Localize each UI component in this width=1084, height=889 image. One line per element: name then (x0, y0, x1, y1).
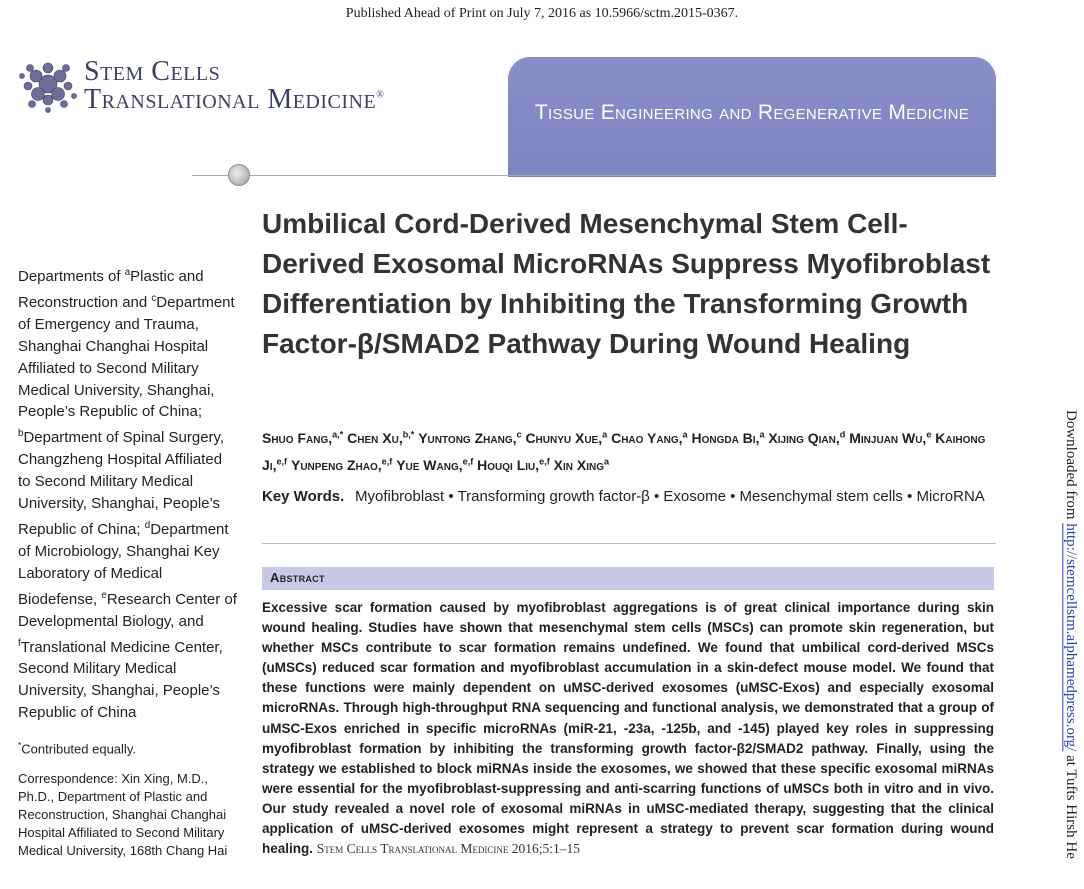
abstract-rule (262, 543, 996, 544)
affiliation-5: Research Center of Developmental Biology, and (18, 590, 237, 630)
rule-bullet (228, 164, 250, 186)
author-list (262, 422, 1002, 477)
abstract-text: Excessive scar formation caused by myofibroblast aggregations is of great clinical importance during skin wound healing. Studies have shown that mesenchymal stem cells (MSCs) can promote skin regeneration, but whether MSCs contribute to scar formation remains undefined. We found that umbilical cord-derived MSCs (uMSCs) reduced scar formation and myofibroblast accumulation in a skin-defect mouse model. We found that these functions were mainly dependent on uMSC-derived exosomes (uMSC-Exos) and especially exosomal microRNAs. Through high-throughput RNA sequencing and functional analysis, we demonstrated that a group of uMSC-Exos enriched in specific microRNAs (miR-21, -23a, -125b, and -145) played key roles in suppressing myofibroblast formation by inhibiting the transforming growth factor-β2/SMAD2 pathway. Finally, using the strategy we established to block miRNAs inside the exosomes, we showed that these specific exosomal miRNAs were essential for the myofibroblast-suppressing and anti-scarring functions of uMSCs both in vitro and in vivo. Our study revealed a novel role of exosomal miRNAs in uMSC-mediated therapy, suggesting that the clinical application of uMSC-derived exosomes might represent a strategy to prevent scar formation during wound healing. (262, 600, 994, 857)
header-rule (192, 175, 996, 176)
affiliation-4: Department of Microbiology, Shanghai Key Laboratory of Medical Biodefense, (18, 520, 229, 608)
author: Kaihong Ji,$^{e,f}$ (262, 429, 986, 474)
affiliation-1: Plastic and Reconstruction and (18, 268, 204, 311)
author: Chunyu Xue,$^a$ (525, 429, 608, 446)
author: Yue Wang,$^{e,f}$ (396, 456, 474, 474)
affiliation-6: Translational Medicine Center, Second Military Medical University, Shanghai, People’s Republic of China (18, 638, 223, 722)
affiliation-sup: d (144, 519, 151, 531)
affiliation-2: Department of Emergency and Trauma, Shanghai Changhai Hospital Affiliated to Second Military Medical University, Shanghai, People’s Republic of China; (18, 293, 235, 421)
affiliation-3: Department of Spinal Surgery, Changzheng Hospital Affiliated to Second Military Medical University, Shanghai, People’s Republic of China; (18, 429, 225, 538)
correspondence: Correspondence: Xin Xing, M.D., Ph.D., Department of Plastic and Reconstruction, Shanghai Changhai Hospital Affiliated to Second Military Medical University, 168th Chang Hai (18, 771, 228, 859)
author: Chao Yang,$^a$ (611, 429, 688, 446)
download-link[interactable]: http://stemcellstm.alphamedpress.org/ (1063, 523, 1079, 752)
author: Houqi Liu,$^{e,f}$ (477, 456, 550, 474)
author: Hongda Bi,$^a$ (691, 429, 765, 446)
abstract-heading: Abstract (270, 570, 325, 585)
abstract-body (262, 598, 994, 859)
author: Chen Xu,$^{b,*}$ (347, 429, 415, 446)
affiliation-sup: a (124, 267, 131, 278)
author: Xin Xing$^a$ (553, 456, 610, 474)
abstract-heading-bar (262, 567, 994, 590)
section-title: Tissue Engineering and Regenerative Medicine (534, 101, 970, 124)
sidebar (18, 262, 238, 860)
author: Xijing Qian,$^d$ (768, 429, 846, 446)
author: Yunpeng Zhao,$^{e,f}$ (290, 456, 393, 474)
author: Yuntong Zhang,$^c$ (418, 429, 522, 446)
affiliations (18, 262, 238, 724)
affiliation-0: Departments of (18, 268, 125, 285)
molecule-logo-icon (18, 54, 78, 114)
download-notice: Downloaded from http://stemcellstm.alphamedpress.org/ at Tufts Hirsh He (1063, 410, 1079, 859)
affiliation-sup: e (101, 589, 107, 601)
keywords-label: Key Words. (262, 488, 345, 505)
keywords (262, 487, 997, 507)
section-banner (508, 57, 996, 177)
published-notice: Published Ahead of Print on July 7, 2016 as 10.5966/sctm.2015-0367. (345, 6, 739, 21)
article-title: Umbilical Cord-Derived Mesenchymal Stem Cell-Derived Exosomal MicroRNAs Suppress Myofibroblast Differentiation by Inhibiting the Transforming Growth Factor-β/SMAD2 Pathway During Wound Healing (262, 208, 991, 359)
contributed-note: *Contributed equally. (18, 740, 136, 757)
author: Minjuan Wu,$^e$ (849, 429, 932, 446)
author: Shuo Fang,$^{a,*}$ (262, 429, 344, 446)
affiliation-sup: c (151, 292, 157, 304)
journal-name-line1: Stem Cells (84, 56, 221, 87)
citation: Stem Cells Translational Medicine 2016;5:1–15 (316, 841, 581, 857)
affiliation-sup: b (18, 428, 24, 440)
keywords-text: Myofibroblast • Transforming growth factor-β • Exosome • Mesenchymal stem cells • MicroRNA (355, 488, 985, 505)
journal-logo[interactable] (18, 52, 458, 132)
journal-name-line2: Translational Medicine® (84, 84, 385, 115)
affiliation-sup: f (18, 637, 21, 649)
